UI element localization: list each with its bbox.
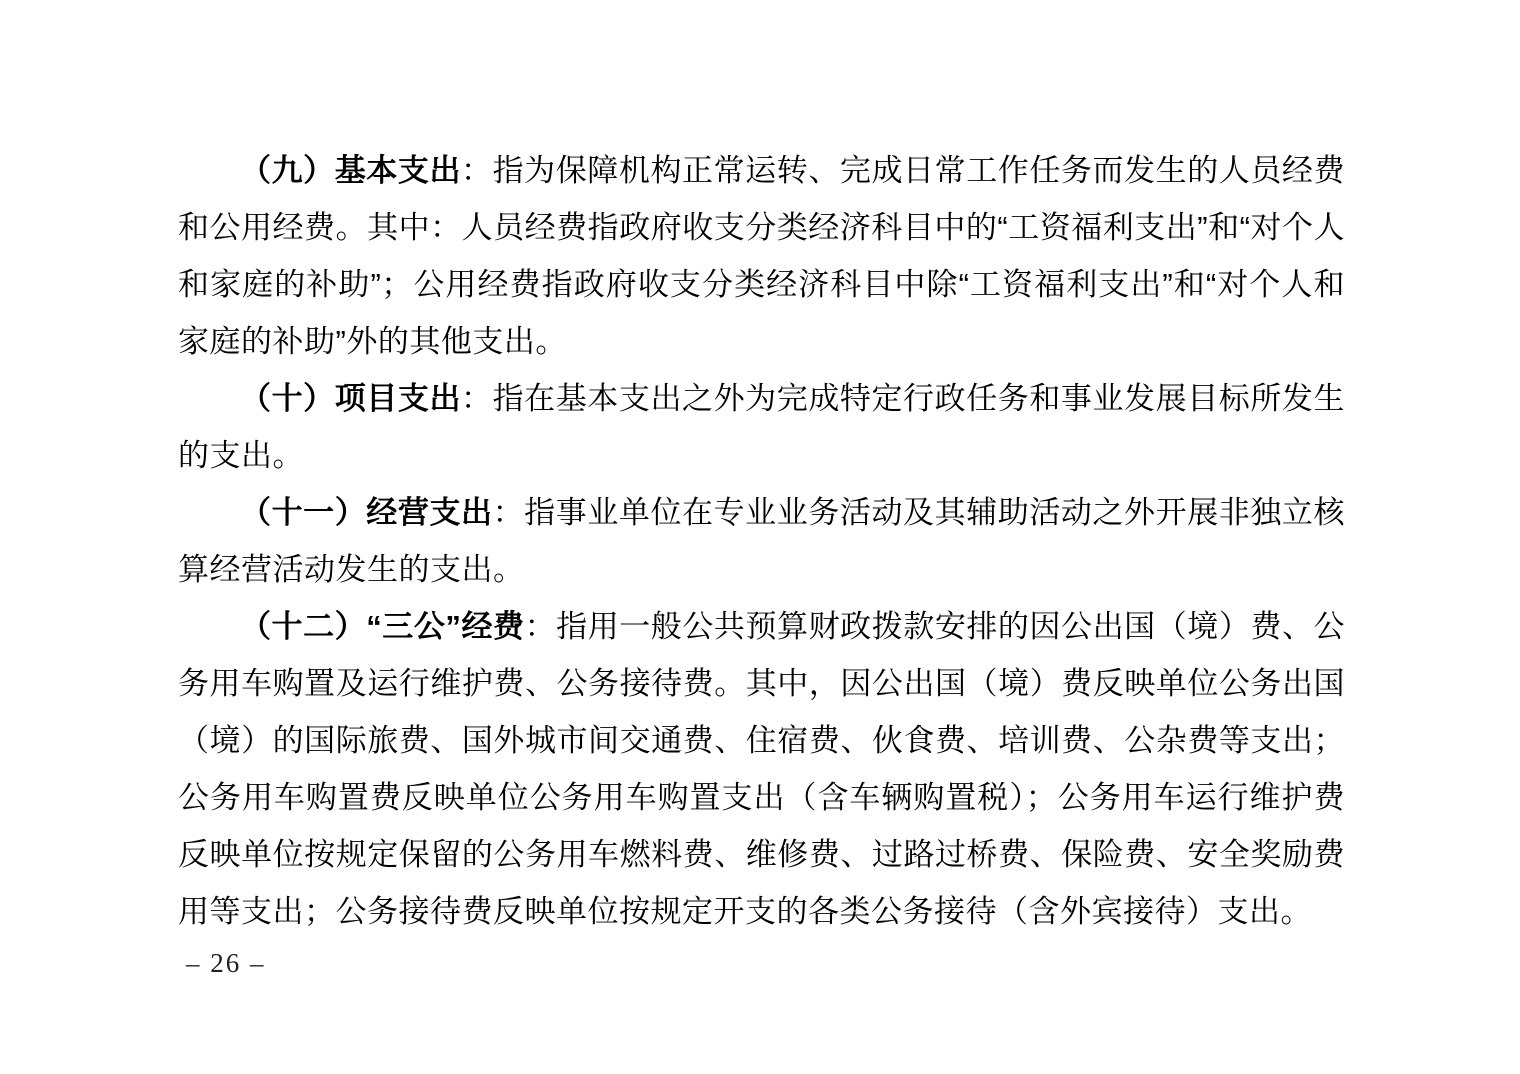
paragraph-basic-expenditure-heading: （九）基本支出: [240, 153, 462, 188]
paragraph-basic-expenditure-text: ：指为保障机构正常运转、完成日常工作任务而发生的人员经费和公用经费。其中：人员经费指政府收支分类经济科目中的“工资福利支出”和“对个人和家庭的补助”；公用经费指政府收支分类经济科目中除“工资福利支出”和“对个人和家庭的补助”外的其他支出。: [178, 153, 1345, 359]
paragraph-operating-expenditure-heading: （十一）经营支出: [240, 495, 493, 530]
paragraph-three-public-funds-text: ：指用一般公共预算财政拨款安排的因公出国（境）费、公务用车购置及运行维护费、公务接待费。其中，因公出国（境）费反映单位公务出国（境）的国际旅费、国外城市间交通费、住宿费、伙食费、培训费、公杂费等支出；公务用车购置费反映单位公务用车购置支出（含车辆购置税）；公务用车运行维护费反映单位按规定保留的公务用车燃料费、维修费、过路过桥费、保险费、安全奖励费用等支出；公务接待费反映单位按规定开支的各类公务接待（含外宾接待）支出。: [178, 609, 1346, 929]
paragraph-basic-expenditure: [178, 142, 1345, 370]
paragraph-three-public-funds: [178, 598, 1345, 940]
paragraph-project-expenditure-text: ：指在基本支出之外为完成特定行政任务和事业发展目标所发生的支出。: [178, 381, 1345, 473]
paragraph-project-expenditure-heading: （十）项目支出: [240, 381, 462, 416]
paragraph-operating-expenditure-text: ：指事业单位在专业业务活动及其辅助活动之外开展非独立核算经营活动发生的支出。: [178, 495, 1346, 587]
document-body: [178, 142, 1345, 940]
paragraph-project-expenditure: [178, 370, 1345, 484]
page-number: – 26 –: [186, 948, 266, 978]
paragraph-three-public-funds-heading: （十二）“三公”经费: [240, 609, 525, 644]
paragraph-operating-expenditure: [178, 484, 1345, 598]
